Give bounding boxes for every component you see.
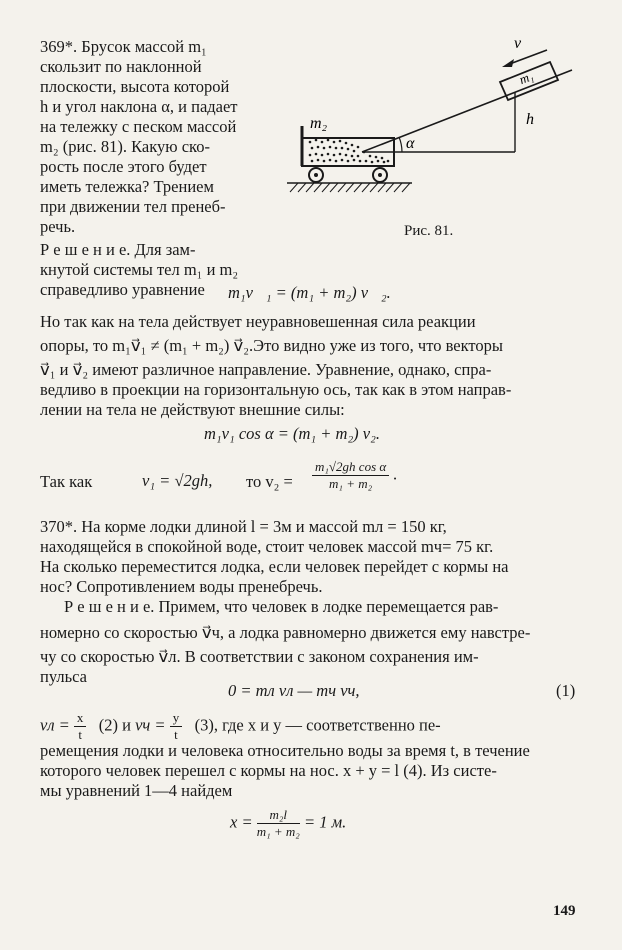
- equation-projection: m₁v₁ cos α = (m₁ + m₂) v₂.: [204, 424, 380, 443]
- p370-line-4: нос? Сопротивлением воды пренебречь.: [40, 577, 323, 596]
- label-alpha: α: [406, 135, 415, 152]
- final-num: m₂l: [257, 808, 300, 824]
- p369-para-2: опоры, то m₁v⃗₁ ≠ (m₁ + m₂) v⃗₂.Это видно уже из того, что векторы: [40, 336, 503, 355]
- p369-line-5: на тележку с песком массой: [40, 117, 237, 136]
- p370-tail-2: которого человек перешел с кормы на нос. x + y = l (4). Из систе-: [40, 761, 497, 780]
- angle-arc: [399, 137, 402, 152]
- p370-line-5: Р е ш е н и е. Примем, что человек в лодке перемещается рав-: [64, 597, 499, 616]
- vl-den: t: [78, 727, 82, 742]
- label-v: v: [514, 35, 522, 52]
- sand-pile: [309, 139, 390, 164]
- fraction-v2-numerator: m₁√2gh cos α: [312, 460, 389, 476]
- p369-line-9: при движении тел пренеб-: [40, 197, 226, 216]
- label-h: h: [526, 111, 534, 128]
- page-number: 149: [553, 903, 576, 919]
- fraction-v2-denominator: m₁ + m₂: [329, 476, 373, 491]
- p369-para-5: лении на тела не действуют внешние силы:: [40, 400, 345, 419]
- vch-num: y: [170, 711, 183, 727]
- ground-hatching: [290, 183, 410, 192]
- p369-line-8: иметь тележка? Трением: [40, 177, 214, 196]
- label-m1: m₁: [517, 68, 536, 88]
- label-m2: m₂: [310, 115, 328, 132]
- p369-line-3: плоскости, высота которой: [40, 77, 230, 96]
- fraction-v2: $\frac{\text{m₁√2gh cos α}}{\text{m₁ + m₂}}$ .: [312, 460, 397, 491]
- p369-line-6: m₂ (рис. 81). Какую ско-: [40, 137, 210, 156]
- p370-def-line: [40, 711, 441, 742]
- p370-line-2: находящейся в спокойной воде, стоит человек массой mч= 75 кг.: [40, 537, 494, 556]
- p370-line-8: пульса: [40, 667, 87, 686]
- p370-tail-1: ремещения лодки и человека относительно воды за время t, в течение: [40, 741, 530, 760]
- mark-2: (2) и: [98, 715, 131, 735]
- p369-solution-3: справедливо уравнение: [40, 280, 205, 299]
- p369-line-7: рость после этого будет: [40, 157, 207, 176]
- p370-line-3: На сколько переместится лодка, если человек перейдет с кормы на: [40, 557, 509, 576]
- figure-81-incline-diagram: [282, 30, 592, 215]
- p369-line-10: речь.: [40, 217, 76, 236]
- figure-caption: Рис. 81.: [404, 223, 454, 239]
- equation-conservation: 0 = mл vл — mч vч,: [228, 681, 360, 700]
- since-prefix: Так как: [40, 472, 93, 491]
- p369-solution-1: Р е ш е н и е. Для зам-: [40, 240, 196, 259]
- p369-para-1: Но так как на тела действует неуравновешенная сила реакции: [40, 312, 476, 331]
- final-den: m₁ + m₂: [256, 824, 300, 839]
- equation-number-1: (1): [556, 681, 576, 700]
- final-lhs: x =: [230, 812, 253, 832]
- equation-final: [230, 808, 346, 839]
- since-v1: v₁ = √2gh,: [142, 471, 213, 490]
- p369-line-4: h и угол наклона α, и падает: [40, 97, 238, 116]
- velocity-arrowhead: [502, 59, 514, 67]
- p369-line-1: 369*. Брусок массой m₁: [40, 37, 207, 56]
- vch-den: t: [174, 727, 178, 742]
- vl-num: x: [74, 711, 87, 727]
- p369-para-3: v⃗₁ и v⃗₂ имеют различное направление. Уравнение, однако, спра-: [40, 360, 492, 379]
- equation-momentum-vector: m₁v⃗₁ = (m₁ + m₂) v⃗₂.: [228, 283, 391, 302]
- p370-line-1: 370*. На корме лодки длиной l = 3м и массой mл = 150 кг,: [40, 517, 447, 536]
- def-rest: (3), где x и y — соответственно пе-: [194, 715, 441, 735]
- p370-tail-3: мы уравнений 1—4 найдем: [40, 781, 233, 800]
- vl-lhs: vл =: [40, 715, 70, 735]
- p370-line-7: чу со скоростью v⃗л. В соответствии с законом сохранения им-: [40, 647, 479, 666]
- p369-para-4: ведливо в проекции на горизонтальную ось, так как в этом направ-: [40, 380, 512, 399]
- since-to: то v₂ =: [246, 472, 293, 491]
- p369-line-2: скользит по наклонной: [40, 57, 202, 76]
- final-rhs: = 1 м.: [303, 812, 347, 832]
- p370-line-6: номерно со скоростью v⃗ч, а лодка равномерно движется ему навстре-: [40, 623, 531, 642]
- p369-solution-2: кнутой системы тел m₁ и m₂: [40, 260, 239, 279]
- vch-lhs: vч =: [135, 715, 166, 735]
